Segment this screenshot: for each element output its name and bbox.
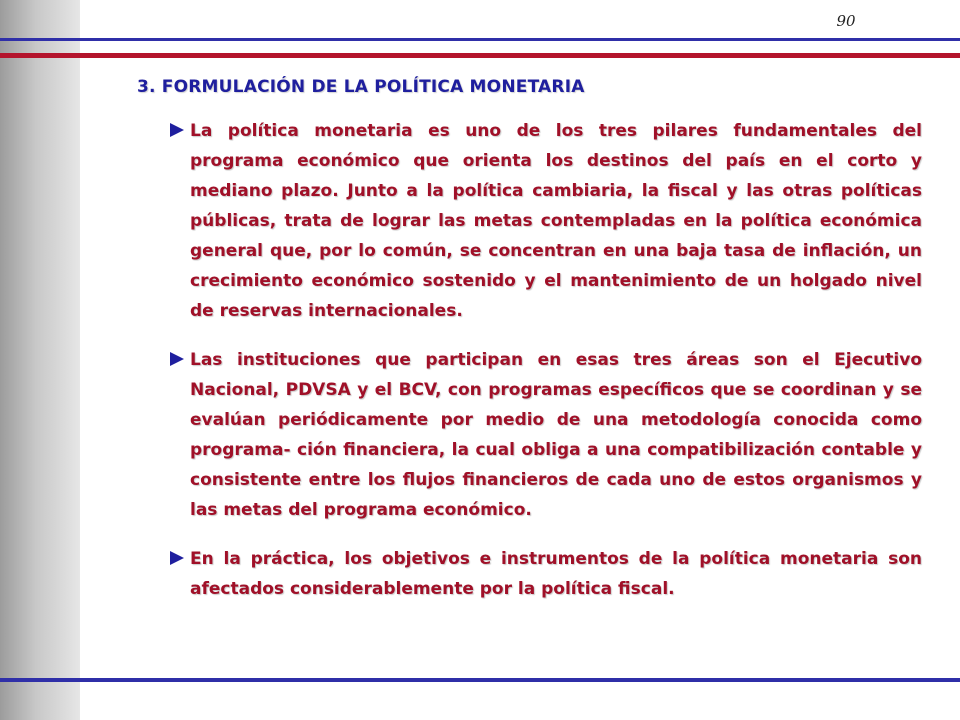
bullet-text-1: La política monetaria es uno de los tres pilares fundamentales del programa económico que orienta los destinos del país en el corto y mediano plazo. Junto a la política cambiaria, la fiscal y las otras políticas públicas, trata de lograr las metas contempladas en la política económica general que, por lo común, se concentran en una baja tasa de inflación, un crecimiento económico sostenido y el mantenimiento de un holgado nivel de reservas internacionales. (190, 121, 922, 321)
side-decorative-band (0, 0, 80, 720)
bullet-item-2 (170, 345, 922, 525)
arrow-bullet-icon (170, 551, 184, 565)
bottom-blue-rule (0, 678, 960, 682)
bullet-text-2: Las instituciones que participan en esas tres áreas son el Ejecutivo Nacional, PDVSA y el BCV, con programas específicos que se coordinan y se evalúan periódicamente por medio de una metodología conocida como programa- ción financiera, la cual obliga a una compatibilización contable y consistente entre los flujos financieros de cada uno de estos organismos y las metas del programa económico. (190, 350, 922, 520)
page-number: 90 (836, 12, 856, 30)
top-blue-rule (0, 38, 960, 41)
arrow-bullet-icon (170, 123, 184, 137)
section-heading: 3. FORMULACIÓN DE LA POLÍTICA MONETARIA (137, 77, 585, 97)
arrow-bullet-icon (170, 352, 184, 366)
top-red-rule (0, 53, 960, 58)
bullet-item-3 (170, 544, 922, 604)
bullet-item-1 (170, 116, 922, 326)
bullet-text-3: En la práctica, los objetivos e instrumentos de la política monetaria son afectados considerablemente por la política fiscal. (190, 549, 922, 599)
bullet-list (170, 116, 922, 623)
